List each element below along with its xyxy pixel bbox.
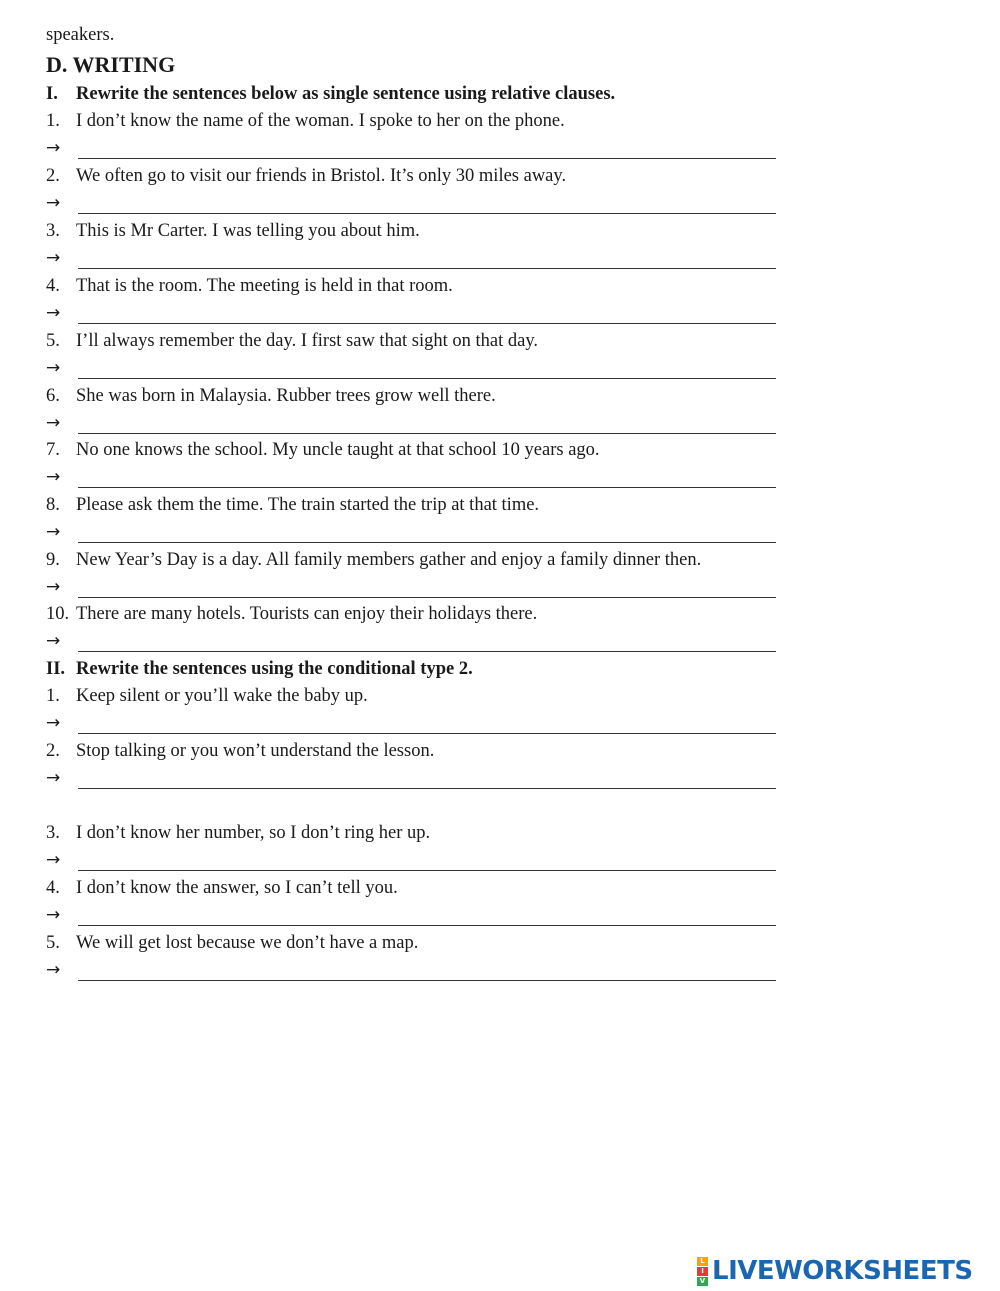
question-item (46, 110, 565, 132)
logo-block: V (697, 1277, 708, 1286)
arrow-icon: → (46, 303, 61, 323)
arrow-icon: → (46, 467, 61, 487)
question-text: We often go to visit our friends in Bristol. It’s only 30 miles away. (76, 166, 567, 186)
question-text: I don’t know the answer, so I can’t tell you. (76, 878, 398, 898)
answer-input[interactable] (78, 577, 776, 598)
answer-row (46, 356, 776, 380)
question-number: 7. (46, 440, 60, 460)
question-item (46, 549, 701, 571)
arrow-icon: → (46, 713, 61, 733)
answer-row (46, 848, 776, 872)
answer-input[interactable] (78, 193, 776, 214)
question-text: I’ll always remember the day. I first saw that sight on that day. (76, 331, 539, 351)
answer-row (46, 575, 776, 599)
question-number: 3. (46, 221, 60, 241)
question-item (46, 740, 434, 762)
question-item (46, 165, 566, 187)
arrow-icon: → (46, 850, 61, 870)
logo-block: L (697, 1257, 708, 1266)
question-number: 8. (46, 495, 60, 515)
question-number: 2. (46, 166, 60, 186)
question-text: I don’t know the name of the woman. I spoke to her on the phone. (76, 111, 565, 131)
question-item (46, 685, 368, 707)
question-item (46, 275, 453, 297)
answer-input[interactable] (78, 413, 776, 434)
answer-row (46, 629, 776, 653)
arrow-icon: → (46, 768, 61, 788)
question-text: That is the room. The meeting is held in that room. (76, 276, 453, 296)
answer-input[interactable] (78, 905, 776, 926)
answer-row (46, 301, 776, 325)
question-number: 4. (46, 878, 60, 898)
logo-blocks-icon (697, 1257, 708, 1286)
question-item (46, 877, 398, 899)
question-number: 1. (46, 111, 60, 131)
answer-input[interactable] (78, 850, 776, 871)
logo-text: LIVEWORKSHEETS (712, 1256, 973, 1286)
answer-row (46, 411, 776, 435)
question-item (46, 603, 537, 625)
question-text: This is Mr Carter. I was telling you about him. (76, 221, 420, 241)
part2-instruction-text: Rewrite the sentences using the conditional type 2. (76, 659, 473, 679)
answer-input[interactable] (78, 522, 776, 543)
answer-row (46, 711, 776, 735)
question-item (46, 330, 538, 352)
answer-row (46, 191, 776, 215)
part2-instruction (46, 658, 473, 680)
question-item (46, 932, 418, 954)
part1-instruction (46, 83, 615, 105)
arrow-icon: → (46, 138, 61, 158)
question-item (46, 494, 539, 516)
part1-instruction-text: Rewrite the sentences below as single sentence using relative clauses. (76, 84, 616, 104)
answer-input[interactable] (78, 358, 776, 379)
question-text: Keep silent or you’ll wake the baby up. (76, 686, 368, 706)
answer-row (46, 958, 776, 982)
question-text: Stop talking or you won’t understand the lesson. (76, 741, 435, 761)
arrow-icon: → (46, 413, 61, 433)
question-number: 3. (46, 823, 60, 843)
answer-input[interactable] (78, 303, 776, 324)
arrow-icon: → (46, 960, 61, 980)
question-item (46, 439, 600, 461)
answer-input[interactable] (78, 138, 776, 159)
answer-input[interactable] (78, 960, 776, 981)
arrow-icon: → (46, 193, 61, 213)
question-item (46, 220, 420, 242)
question-text: We will get lost because we don’t have a map. (76, 933, 419, 953)
arrow-icon: → (46, 577, 61, 597)
question-item (46, 385, 496, 407)
answer-input[interactable] (78, 248, 776, 269)
question-number: 1. (46, 686, 60, 706)
section-heading: D. WRITING (46, 52, 176, 77)
liveworksheets-logo (697, 1256, 973, 1286)
part2-numeral: II. (46, 659, 66, 679)
question-text: New Year’s Day is a day. All family members gather and enjoy a family dinner then. (76, 550, 702, 570)
question-text: I don’t know her number, so I don’t ring her up. (76, 823, 431, 843)
question-number: 9. (46, 550, 60, 570)
question-number: 2. (46, 741, 60, 761)
question-text: No one knows the school. My uncle taught at that school 10 years ago. (76, 440, 600, 460)
answer-row (46, 465, 776, 489)
question-number: 4. (46, 276, 60, 296)
answer-row (46, 520, 776, 544)
arrow-icon: → (46, 248, 61, 268)
arrow-icon: → (46, 358, 61, 378)
question-text: There are many hotels. Tourists can enjoy their holidays there. (76, 604, 538, 624)
question-number: 10. (46, 604, 70, 624)
question-number: 5. (46, 933, 60, 953)
answer-input[interactable] (78, 631, 776, 652)
answer-row (46, 903, 776, 927)
question-item (46, 822, 430, 844)
question-number: 6. (46, 386, 60, 406)
top-text: speakers. (46, 25, 115, 45)
arrow-icon: → (46, 905, 61, 925)
question-number: 5. (46, 331, 60, 351)
logo-block: I (697, 1267, 708, 1276)
answer-row (46, 136, 776, 160)
answer-input[interactable] (78, 467, 776, 488)
question-text: She was born in Malaysia. Rubber trees grow well there. (76, 386, 496, 406)
part1-numeral: I. (46, 84, 58, 104)
answer-row (46, 246, 776, 270)
answer-input[interactable] (78, 713, 776, 734)
question-text: Please ask them the time. The train started the trip at that time. (76, 495, 540, 515)
arrow-icon: → (46, 631, 61, 651)
answer-input[interactable] (78, 768, 776, 789)
answer-row (46, 766, 776, 790)
arrow-icon: → (46, 522, 61, 542)
